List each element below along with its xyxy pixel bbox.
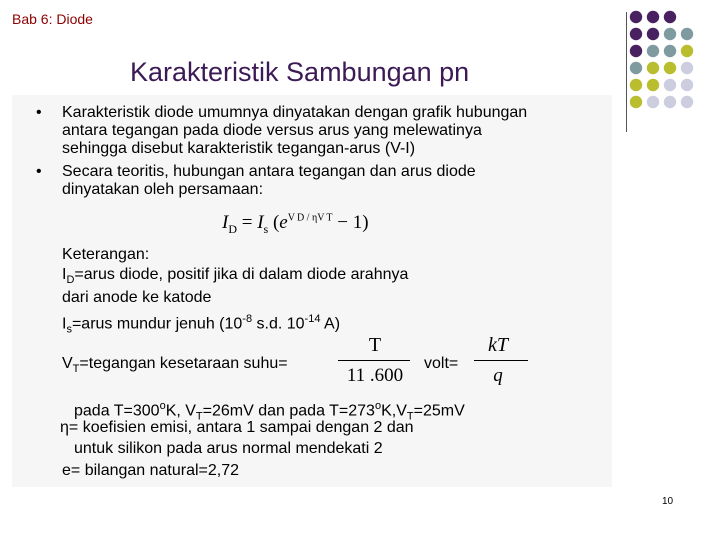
temp-sub-2: T: [406, 410, 414, 423]
eq-minus-one: − 1): [337, 212, 369, 233]
volt-text: volt=: [424, 355, 459, 372]
eta-symbol: η: [60, 419, 69, 436]
fraction-2-bar: [474, 360, 528, 361]
bullet-marker: •: [36, 104, 42, 121]
temp-b: K, V: [165, 402, 196, 420]
id-sub: D: [66, 274, 75, 287]
temp-deg-1: o: [159, 400, 166, 412]
temp-d: K,V: [381, 402, 407, 420]
temp-deg-2: o: [374, 400, 382, 412]
eta-definition-line-2: untuk silikon pada arus normal mendekati 2: [74, 440, 383, 457]
fraction-2-numerator: kT: [488, 334, 508, 356]
bullet-2-line-2: dinyatakan oleh persamaan:: [62, 181, 264, 198]
is-var: I: [62, 315, 67, 333]
bullet-2-line-1: Secara teoritis, hubungan antara tegangan dan arus diode: [62, 163, 476, 180]
id-definition-line-2: dari anode ke katode: [62, 289, 212, 306]
eq-rhs-sub: s: [263, 221, 269, 236]
vt-var: V: [62, 355, 73, 372]
vt-text: =tegangan kesetaraan suhu=: [79, 355, 288, 372]
decorative-dot: [630, 28, 642, 40]
is-definition: [62, 310, 340, 339]
bullet-1-line-3: sehingga disebut karakteristik tegangan-arus (V-I): [62, 140, 416, 157]
notes-heading: Keterangan:: [62, 246, 150, 263]
temp-sub-1: T: [195, 410, 203, 423]
decorative-dot: [647, 62, 659, 74]
decorative-dot: [647, 45, 659, 57]
eq-exp-base: e: [279, 212, 288, 233]
vt-sub: T: [72, 363, 80, 376]
temp-c: =26mV dan pada T=273: [202, 402, 375, 420]
page-number: 10: [662, 496, 674, 507]
id-text: =arus diode, positif jika di dalam diode arahnya: [74, 266, 409, 283]
fraction-1-bar: [338, 360, 410, 361]
id-var: I: [62, 266, 67, 283]
decorative-dot: [630, 62, 642, 74]
slide-title: Karakteristik Sambungan pn: [130, 57, 470, 87]
decorative-dot: [681, 28, 693, 40]
chapter-label: Bab 6: Diode: [12, 11, 93, 27]
vt-definition: [62, 355, 288, 378]
decorative-dot: [647, 11, 659, 23]
decorative-dot: [681, 62, 693, 74]
decorative-dot: [664, 11, 676, 23]
fraction-2-denominator: q: [493, 365, 503, 386]
bullet-marker: •: [36, 163, 42, 180]
eq-lhs-var: I: [222, 212, 229, 233]
decorative-dot: [681, 45, 693, 57]
decorative-dot: [681, 96, 693, 108]
fraction-1-numerator: T: [368, 334, 382, 356]
bullet-1-line-1: Karakteristik diode umumnya dinyatakan dengan grafik hubungan: [62, 104, 528, 121]
eq-lhs-sub: D: [228, 221, 237, 236]
is-exp-2: -14: [304, 313, 321, 325]
eq-equals: =: [241, 212, 253, 233]
is-text-a: =arus mundur jenuh (10: [71, 315, 243, 333]
diode-equation: [222, 212, 369, 237]
eta-text: = koefisien emisi, antara 1 sampai dengan 2 dan: [68, 419, 414, 436]
decorative-dot: [664, 28, 676, 40]
eta-definition-line-1: [60, 419, 414, 437]
decorative-dot: [664, 62, 676, 74]
eq-exponent: V D / ηV T: [287, 212, 333, 224]
decorative-dot: [647, 28, 659, 40]
decorative-dot: [647, 79, 659, 91]
temp-a: pada T=300: [74, 402, 160, 420]
eq-paren: (: [272, 212, 280, 233]
decorative-dot: [630, 96, 642, 108]
decorative-dot: [664, 79, 676, 91]
is-text-b: s.d. 10: [252, 315, 305, 333]
is-sub: s: [66, 323, 72, 336]
decorative-dot: [647, 96, 659, 108]
fraction-1-denominator: 11 .600: [346, 365, 404, 386]
decorative-dot: [681, 79, 693, 91]
decorative-dot: [664, 96, 676, 108]
eq-rhs-var: I: [257, 212, 264, 233]
temp-e: =25mV: [413, 402, 465, 420]
decorative-dot: [630, 79, 642, 91]
bullet-1-line-2: antara tegangan pada diode versus arus yang melewatinya: [62, 122, 482, 139]
decorative-dot: [630, 45, 642, 57]
decorative-dot: [630, 11, 642, 23]
id-definition-line-1: [62, 266, 408, 289]
decorative-dot: [664, 45, 676, 57]
e-definition: e= bilangan natural=2,72: [62, 462, 240, 479]
is-exp-1: -8: [242, 313, 253, 325]
is-text-c: A): [320, 315, 341, 333]
